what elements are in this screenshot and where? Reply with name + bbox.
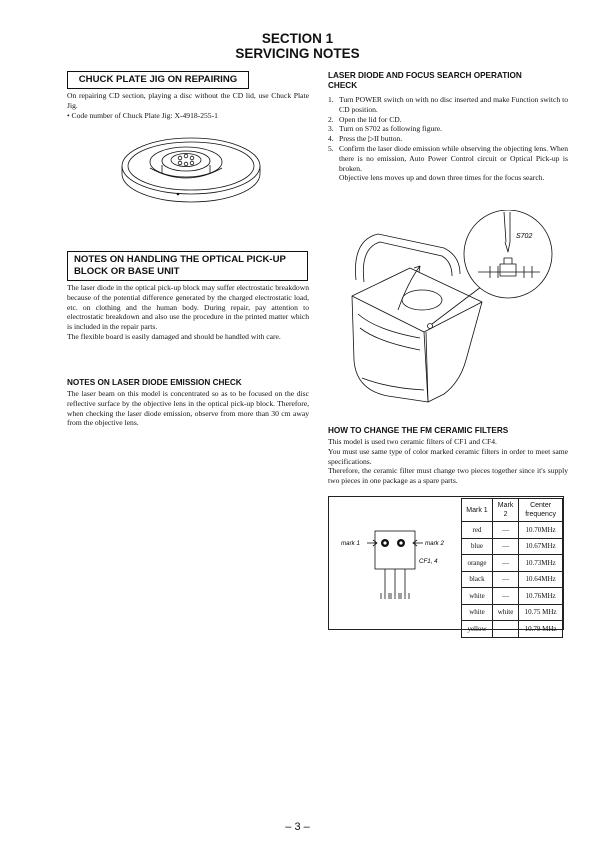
laser-step: 1. Turn POWER switch on with no disc inserted and make Function switch to CD position. [328, 95, 568, 114]
fm-para1: This model is used two ceramic filters of CF1 and CF4. [328, 437, 497, 446]
ceramic-filter-diagram [329, 497, 461, 629]
table-header-row [462, 499, 563, 522]
fm-heading: HOW TO CHANGE THE FM CERAMIC FILTERS [328, 426, 509, 435]
handling-text [67, 283, 309, 342]
laser-heading-line2: CHECK [328, 81, 358, 90]
jig-text [67, 91, 309, 120]
laser-heading [328, 71, 568, 91]
chuck-plate-jig-illustration [118, 128, 264, 210]
handling-para1: The laser diode in the optical pick-up block may suffer electrostatic breakdown because of the potential difference generated by the charged electrostatic load, etc. on clothing and the human body. During repair, pay attention to electrostatic breakdown and also use the procedure in the printed matter which is included in the repair parts. [67, 283, 309, 332]
s702-label: S702 [516, 233, 533, 240]
table-row: red — 10.70MHz [462, 522, 563, 539]
jig-heading-box [67, 71, 249, 89]
s702-location-illustration [348, 210, 568, 414]
emission-text [67, 389, 309, 428]
table-row: white white 10.75 MHz [462, 604, 563, 621]
mark2-label: mark 2 [425, 540, 444, 547]
handling-heading-line2: BLOCK OR BASE UNIT [74, 266, 180, 277]
page-number: – 3 – [285, 821, 310, 833]
mark1-label: mark 1 [341, 540, 360, 547]
page-title: SERVICING NOTES [235, 46, 360, 61]
laser-steps [328, 95, 568, 183]
table-row: black — 10.64MHz [462, 571, 563, 588]
jig-code: • Code number of Chuck Plate Jig: X-4918-255-1 [67, 110, 218, 120]
laser-heading-line1: LASER DIODE AND FOCUS SEARCH OPERATION [328, 71, 522, 80]
jig-heading: CHUCK PLATE JIG ON REPAIRING [78, 74, 238, 85]
frequency-table [461, 498, 563, 638]
col-mark1: Mark 1 [462, 499, 493, 522]
table-row: blue — 10.67MHz [462, 538, 563, 555]
laser-step: 2. Open the lid for CD. [328, 114, 402, 124]
handling-heading-box [67, 251, 308, 281]
handling-para2: The flexible board is easily damaged and should be handled with care. [67, 331, 281, 341]
col-center-frequency: Center frequency [519, 499, 563, 522]
fm-filter-figure [328, 496, 564, 633]
fm-para2: You must use same type of color marked ceramic filters in order to meet same specifications. [328, 446, 568, 466]
section-number: SECTION 1 [261, 31, 334, 46]
handling-heading-line1: NOTES ON HANDLING THE OPTICAL PICK-UP [74, 254, 286, 265]
table-row: yellow — 10.79 MHz [462, 621, 563, 638]
col-mark2: Mark 2 [492, 499, 518, 522]
fm-text [328, 437, 568, 486]
laser-step: 4. Press the ▷II button. [328, 134, 403, 144]
jig-para: On repairing CD section, playing a disc without the CD lid, use Chuck Plate Jig. [67, 91, 309, 110]
laser-step: 5. Confirm the laser diode emission while observing the objecting lens. When there is no emission, Auto Power Control circuit or Optical Pick-up is broken. [328, 143, 568, 173]
emission-para: The laser beam on this model is concentrated so as to be focused on the disc reflective surface by the objective lens in the optical pick-up block. Therefore, when checking the laser diode emission, observe from more than 30 cm away from the objective lens. [67, 389, 309, 428]
table-row: orange — 10.73MHz [462, 555, 563, 572]
table-row: white — 10.76MHz [462, 588, 563, 605]
laser-step-note: Objective lens moves up and down three times for the focus search. [339, 173, 545, 183]
cf-label: CF1, 4 [419, 558, 438, 565]
laser-step: 3. Turn on S702 as following figure. [328, 124, 443, 134]
fm-para3: Therefore, the ceramic filter must change two pieces together since it's supply two pieces in one package as a spare parts. [328, 466, 568, 486]
emission-heading: NOTES ON LASER DIODE EMISSION CHECK [67, 378, 242, 387]
